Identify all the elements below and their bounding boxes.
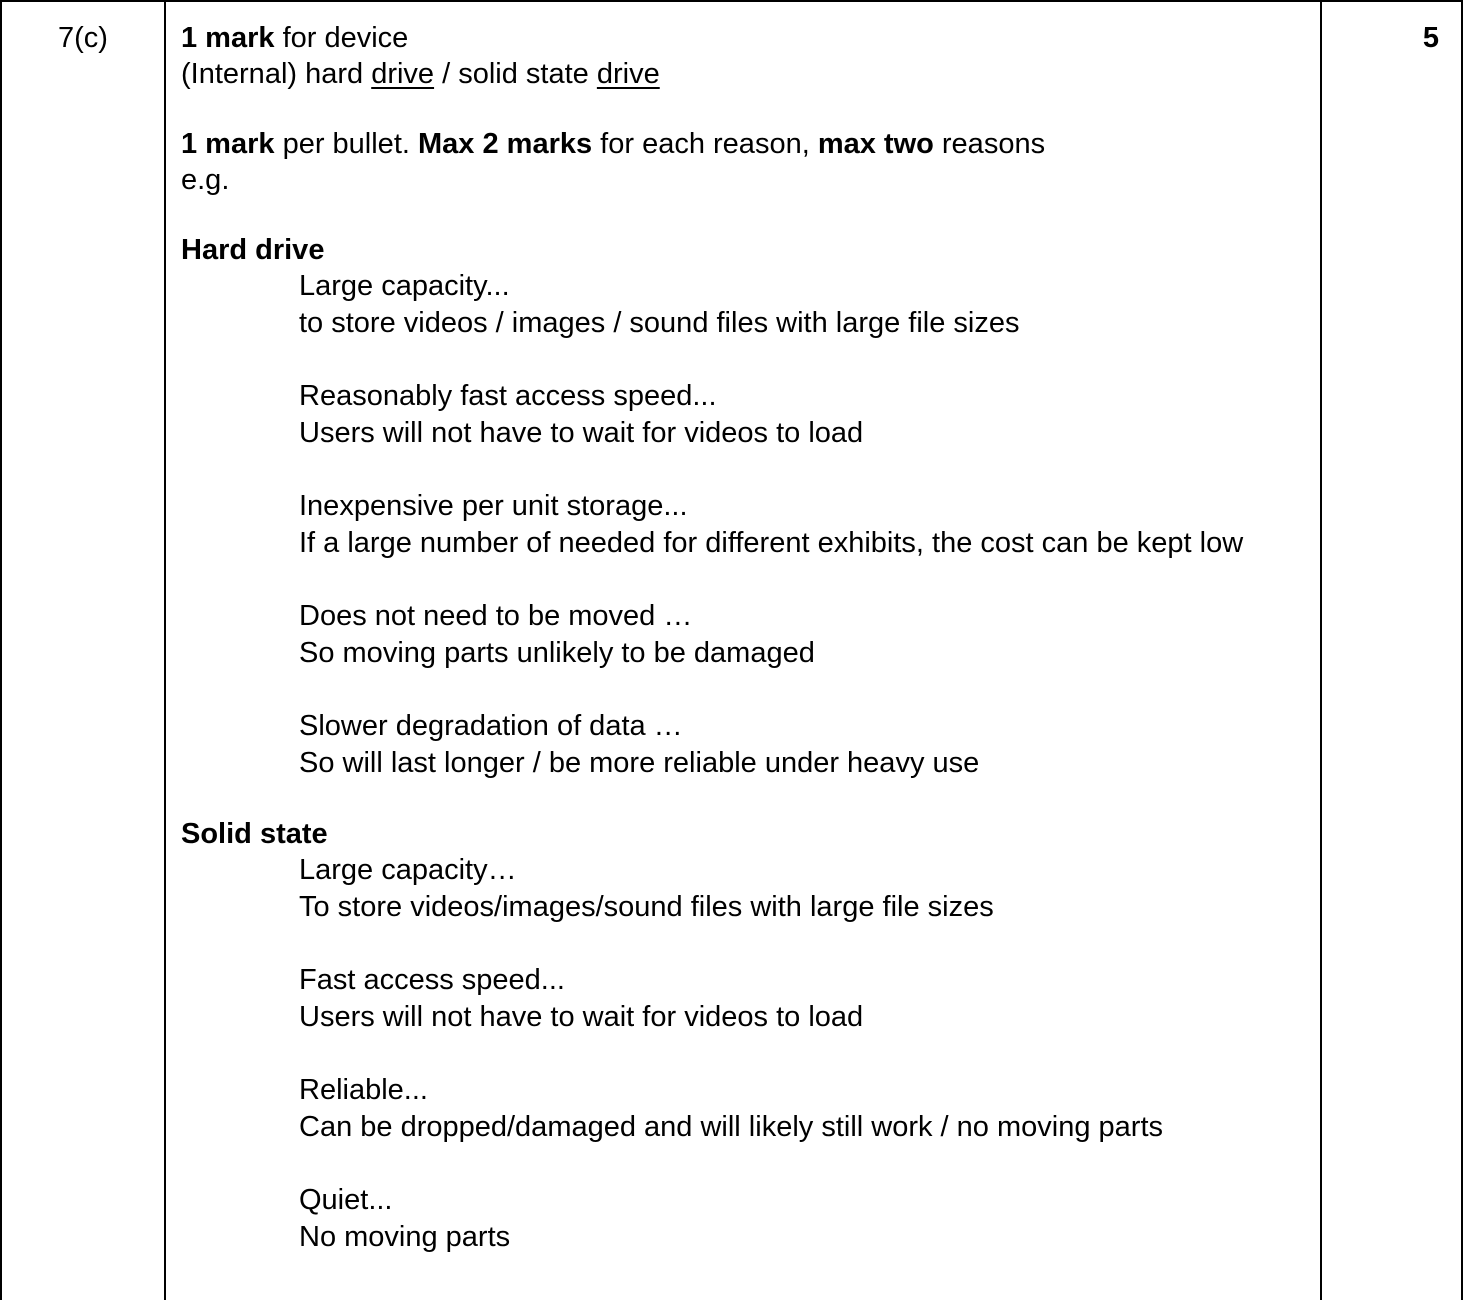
solid-state-point	[299, 1182, 1311, 1256]
reason: Reasonably fast access speed...	[299, 380, 717, 412]
explanation: Users will not have to wait for videos to load	[299, 417, 864, 449]
reason: Large capacity…	[299, 854, 517, 886]
explanation: Can be dropped/damaged and will likely still work / no moving parts	[299, 1111, 1163, 1143]
explanation: If a large number of needed for different exhibits, the cost can be kept low	[299, 527, 1244, 559]
column-divider	[164, 2, 166, 1300]
reason: Fast access speed...	[299, 964, 565, 996]
example-label: e.g.	[181, 164, 230, 196]
solid-state-point	[299, 962, 1311, 1036]
explanation: Users will not have to wait for videos to load	[299, 1001, 864, 1033]
hard-drive-point	[299, 378, 1311, 452]
answer-cell	[181, 20, 1311, 1256]
total-marks: 5	[1422, 22, 1439, 54]
question-number: 7(c)	[58, 22, 108, 54]
reason-instruction: 1 mark per bullet. Max 2 marks for each reason, max two reasons	[181, 128, 1046, 160]
reason: Inexpensive per unit storage...	[299, 490, 688, 522]
hard-drive-heading: Hard drive	[181, 234, 325, 266]
column-divider	[1320, 2, 1322, 1300]
device-instruction: 1 mark for device	[181, 22, 409, 54]
reason: Does not need to be moved …	[299, 600, 693, 632]
explanation: So moving parts unlikely to be damaged	[299, 637, 815, 669]
reason: Large capacity...	[299, 270, 510, 302]
reason: Quiet...	[299, 1184, 393, 1216]
hard-drive-point	[299, 488, 1311, 562]
explanation: To store videos/images/sound files with large file sizes	[299, 891, 994, 923]
explanation: No moving parts	[299, 1221, 511, 1253]
hard-drive-point	[299, 708, 1311, 782]
solid-state-point	[299, 852, 1311, 926]
explanation: to store videos / images / sound files with large file sizes	[299, 307, 1020, 339]
hard-drive-point	[299, 598, 1311, 672]
explanation: So will last longer / be more reliable under heavy use	[299, 747, 980, 779]
reason: Reliable...	[299, 1074, 428, 1106]
device-answer: (Internal) hard drive / solid state drive	[181, 58, 660, 90]
solid-state-point	[299, 1072, 1311, 1146]
solid-state-heading: Solid state	[181, 818, 328, 850]
reason: Slower degradation of data …	[299, 710, 683, 742]
hard-drive-point	[299, 268, 1311, 342]
